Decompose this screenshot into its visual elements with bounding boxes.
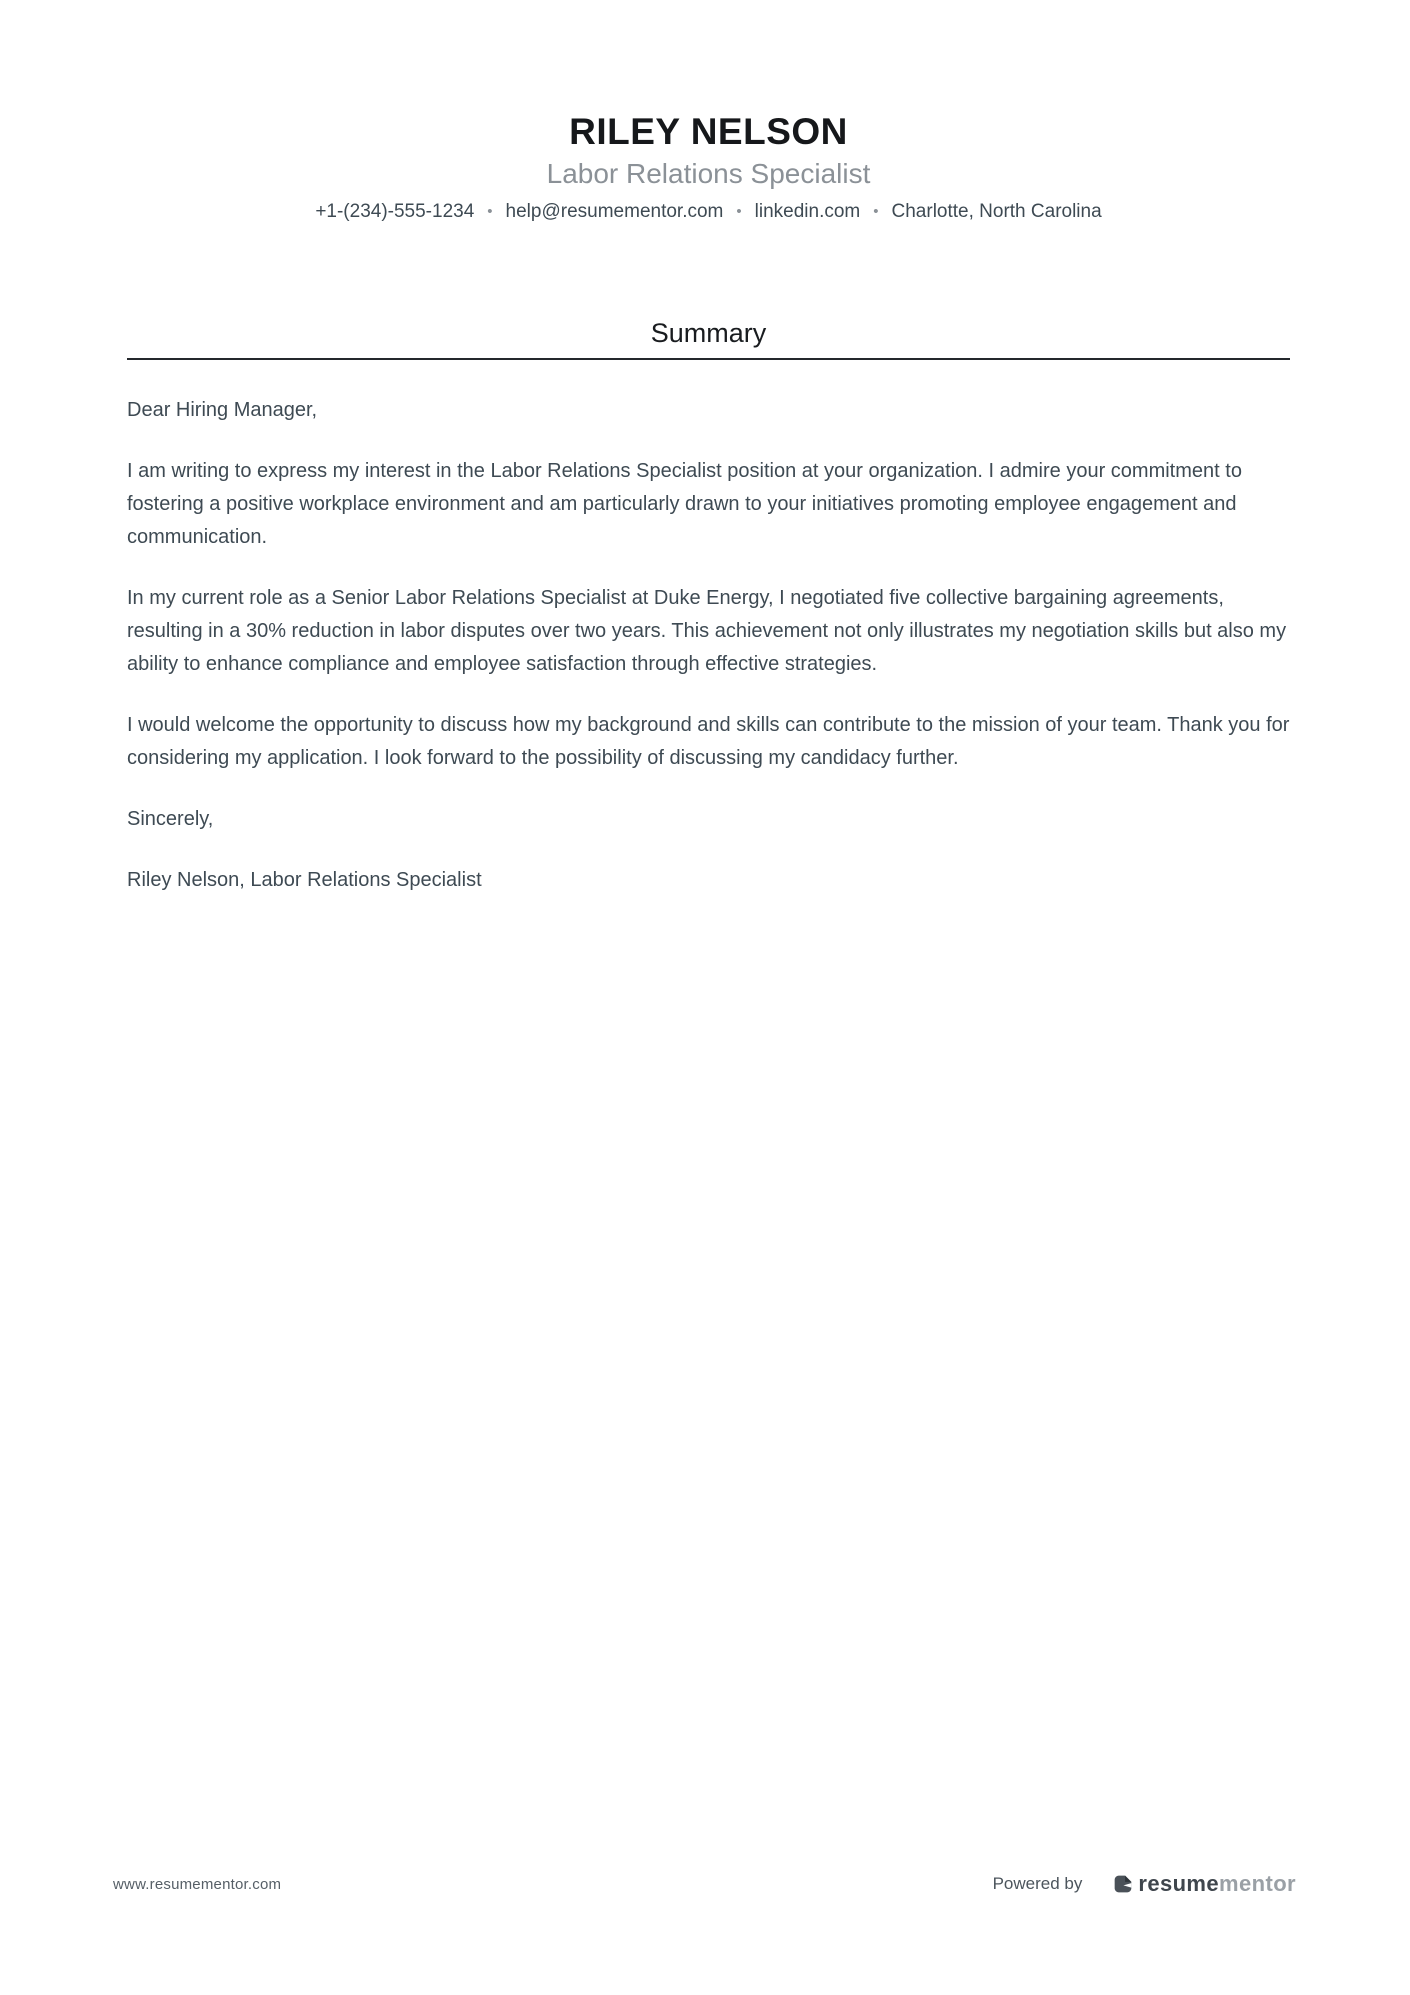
contact-separator-dot: • — [736, 203, 742, 220]
brand-mentor-text: mentor — [1219, 1871, 1296, 1896]
contact-phone: +1-(234)-555-1234 — [315, 201, 475, 222]
section-divider — [127, 358, 1290, 360]
signature: Riley Nelson, Labor Relations Specialist — [127, 869, 482, 891]
paragraph-2: In my current role as a Senior Labor Relations Specialist at Duke Energy, I negotiated five collective bargaining agreements, resulting in a 30% reduction in labor disputes over two years. This achievement not only illustrates my negotiation skills but also my ability to enhance compliance and employee satisfaction through effective strategies. — [127, 587, 1287, 675]
brand-resume-text: resume — [1138, 1871, 1220, 1896]
letter-body — [127, 394, 1290, 897]
closing: Sincerely, — [127, 808, 214, 830]
powered-by — [993, 1871, 1296, 1897]
section-title: Summary — [650, 318, 767, 348]
contact-location: Charlotte, North Carolina — [891, 201, 1102, 222]
candidate-job-title: Labor Relations Specialist — [546, 158, 871, 189]
contact-linkedin: linkedin.com — [754, 201, 861, 222]
contact-separator-dot: • — [873, 203, 879, 220]
contact-email: help@resumementor.com — [505, 201, 724, 222]
paragraph-1: I am writing to express my interest in the Labor Relations Specialist position at your organization. I admire your commitment to fostering a positive workplace environment and am particularly drawn to your initiatives promoting employee engagement and communication. — [127, 460, 1242, 548]
summary-section — [127, 317, 1290, 897]
page-footer — [113, 1871, 1296, 1897]
salutation: Dear Hiring Manager, — [127, 399, 318, 421]
resumementor-logo — [1113, 1871, 1296, 1897]
letter-header — [127, 110, 1290, 225]
paragraph-3: I would welcome the opportunity to discuss how my background and skills can contribute to the mission of your team. Thank you for considering my application. I look forward to the possibility of discussing my candidacy further. — [127, 714, 1290, 769]
footer-website: www.resumementor.com — [113, 1875, 282, 1893]
powered-by-label: Powered by — [992, 1874, 1083, 1893]
candidate-name: RILEY NELSON — [569, 111, 848, 152]
contact-row — [127, 199, 1290, 225]
contact-separator-dot: • — [487, 203, 493, 220]
resumementor-logo-icon — [1113, 1874, 1133, 1894]
